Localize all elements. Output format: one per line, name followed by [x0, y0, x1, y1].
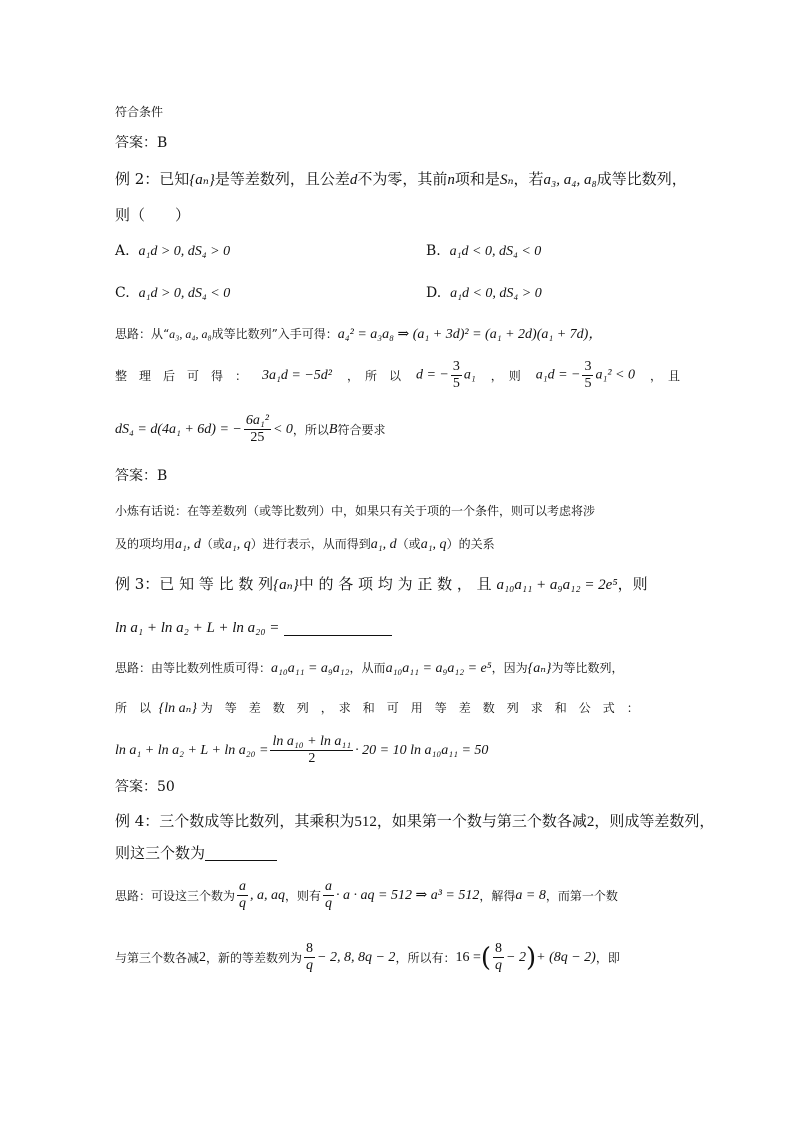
math-inline	[416, 360, 476, 391]
solution-text: 符合要求	[337, 422, 386, 437]
tip-text: （或	[396, 537, 421, 551]
option-expr: a₁d < 0, dS₄ < 0	[449, 244, 542, 259]
solution-text: 思路：从“	[115, 327, 170, 341]
math-part: a₁d = −	[535, 367, 581, 383]
math-inline: n	[447, 172, 455, 188]
solution-text: ，而第一个数	[545, 888, 618, 903]
line-meets: 符合条件	[115, 105, 164, 119]
math-part: a₁	[463, 367, 476, 383]
answer-blank[interactable]	[284, 635, 392, 636]
answer-value: 50	[157, 779, 175, 795]
solution-text: ， 且	[649, 368, 680, 383]
answer-value: B	[157, 468, 168, 484]
math-inline: a₄² = a₃a₈ ⇒ (a₁ + 3d)² = (a₁ + 2d)(a₁ + 7d)，	[337, 327, 603, 342]
math-inline: · a · aq = 512 ⇒ a³ = 512	[336, 887, 480, 903]
answer-value: B	[157, 135, 168, 151]
option-key: D.	[426, 285, 442, 301]
question-text: 例 4：三个数成等比数列，其乘积为	[115, 812, 355, 830]
math-inline: B	[328, 421, 338, 437]
solution-text: ，新的等差数列为	[206, 950, 303, 965]
math-inline: {aₙ}	[273, 577, 299, 593]
fraction	[323, 880, 334, 911]
math-inline: , a, aq	[250, 887, 286, 903]
example-label: 例 3：已 知 等 比 数 列	[115, 575, 274, 593]
numerator: 8	[495, 941, 503, 956]
math-inline: a₁₀a₁₁ = a₉a₁₂ = e⁵	[385, 661, 492, 676]
paren-close: )	[525, 942, 537, 973]
numerator: 3	[584, 359, 592, 374]
denominator: q	[306, 958, 314, 973]
solution-text: 所 以	[115, 701, 152, 715]
fraction	[244, 414, 271, 445]
math-inline: + (8q − 2)	[536, 949, 596, 965]
math-inline: ln a₁ + ln a₂ + L + ln a₂₀ =	[115, 620, 280, 636]
fraction	[237, 880, 248, 911]
math-inline: a₁₀a₁₁ + a₉a₁₂ = 2e⁵	[496, 577, 618, 593]
tip-line-2	[115, 538, 495, 552]
option-key: C.	[115, 285, 130, 301]
math-inline: 16 =	[455, 949, 481, 965]
math-part: a₁² < 0	[595, 367, 635, 383]
solution-4-line-1	[115, 880, 618, 911]
math-inline: {ln aₙ}	[158, 701, 197, 716]
tip-text: ）的关系	[446, 537, 495, 551]
solution-text: ， 则	[490, 368, 521, 383]
question-text: 中 的 各 项 均 为 正 数 ， 且	[298, 575, 492, 593]
answer-1	[115, 136, 167, 150]
numerator: ln a₁₀ + ln a₁₁	[272, 734, 352, 749]
denominator: q	[495, 958, 503, 973]
math-inline: a₁, d	[370, 537, 397, 552]
fraction	[493, 942, 504, 973]
option-expr: a₁d < 0, dS₄ > 0	[450, 286, 542, 301]
option-expr: a₁d > 0, dS₄ > 0	[138, 244, 231, 259]
tip-text: （或	[200, 537, 225, 551]
solution-2-line-1	[115, 328, 602, 342]
math-inline: a₁, q	[224, 537, 251, 552]
solution-text: 为等比数列，	[551, 661, 624, 675]
tip-text: 及的项均用	[115, 537, 176, 551]
fraction	[304, 942, 315, 973]
numerator: 3	[452, 359, 460, 374]
answer-2	[115, 469, 167, 483]
math-part: d = −	[415, 367, 449, 383]
option-b	[426, 244, 541, 259]
solution-text: ，则有	[285, 888, 322, 903]
example-4-question-cont	[115, 846, 277, 861]
math-inline: < 0	[272, 421, 293, 437]
solution-text: ，所以有：	[395, 950, 456, 965]
numerator: a	[239, 879, 247, 894]
numerator: a	[325, 879, 333, 894]
tip-line-1: 小炼有话说：在等差数列（或等比数列）中，如果只有关于项的一个条件，则可以考虑将涉	[115, 504, 596, 518]
option-expr: a₁d > 0, dS₄ < 0	[138, 286, 231, 301]
math-inline: {aₙ}	[189, 172, 215, 188]
option-d	[426, 286, 542, 301]
question-text: ，则	[617, 575, 648, 593]
option-c	[115, 286, 230, 301]
solution-text: 为 等 差 数 列 ， 求 和 可 用 等 差 数 列 求 和 公 式 ：	[200, 701, 639, 715]
math-inline: a₁, q	[420, 537, 447, 552]
solution-text: 思路：可设这三个数为	[115, 888, 236, 903]
math-inline: a₁, d	[175, 537, 201, 552]
denominator: q	[239, 896, 247, 911]
math-inline: a₃, a₄, a₈	[169, 327, 212, 341]
solution-text: ，解得	[479, 888, 516, 903]
question-text: 成等比数列，	[596, 170, 687, 188]
solution-2-line-3	[115, 414, 385, 445]
question-text: ，则成等差数列，	[594, 812, 715, 830]
answer-label: 答案：	[115, 779, 157, 795]
fraction	[270, 735, 353, 766]
solution-text: ，即	[595, 950, 620, 965]
solution-text: ，所以	[292, 422, 329, 437]
math-inline: {aₙ}	[527, 661, 552, 676]
math-inline: a₃, a₄, a₈	[543, 172, 597, 188]
denominator: 2	[308, 751, 316, 766]
question-text: ，若	[513, 170, 544, 188]
numerator: 8	[306, 941, 314, 956]
question-text: 是等差数列，且公差	[214, 170, 350, 188]
denominator: 25	[250, 430, 265, 445]
math-inline: − 2, 8, 8q − 2	[317, 949, 396, 965]
tip-text: ）进行表示，从而得到	[250, 537, 371, 551]
solution-text: 与第三个数各减	[115, 950, 200, 965]
solution-text: 整 理 后 可 得 ：	[115, 368, 248, 383]
fraction	[582, 360, 593, 391]
solution-text: ，因为	[491, 661, 528, 675]
math-inline: 2	[586, 814, 595, 830]
answer-label: 答案：	[115, 135, 157, 151]
math-inline: a₁₀a₁₁ = a₉a₁₂	[271, 661, 350, 676]
option-key: A.	[115, 243, 130, 259]
answer-blank[interactable]	[205, 860, 277, 861]
solution-text: 成等比数列”入手可得：	[211, 327, 338, 341]
math-inline: a = 8	[515, 887, 546, 903]
question-text: ，如果第一个数与第三个数各减	[376, 812, 587, 830]
math-inline: − 2	[506, 949, 526, 965]
fraction	[451, 360, 462, 391]
example-2-question-cont: 则（ ）	[115, 206, 191, 224]
math-inline: 2	[199, 949, 207, 965]
answer-label: 答案：	[115, 468, 157, 484]
math-inline: Sₙ	[499, 172, 514, 188]
denominator: 5	[584, 376, 592, 391]
example-label: 例 2：已知	[115, 170, 190, 188]
numerator: 6a₁²	[245, 413, 269, 428]
math-inline: d	[349, 172, 358, 188]
math-inline: · 20 = 10 ln a₁₀a₁₁ = 50	[355, 742, 489, 758]
solution-3-line-1	[115, 662, 624, 676]
example-4-question	[115, 814, 714, 830]
solution-text: ，从而	[349, 661, 386, 675]
denominator: 5	[452, 376, 460, 391]
solution-4-line-2	[115, 942, 620, 973]
solution-3-line-3	[115, 735, 488, 766]
math-inline	[536, 360, 635, 391]
question-text: 不为零，其前	[357, 170, 448, 188]
math-inline: 3a₁d = −5d²	[262, 367, 332, 383]
solution-2-line-2	[115, 360, 680, 391]
question-text: 则这三个数为	[115, 844, 206, 862]
example-2-question	[115, 172, 687, 188]
question-text: 项和是	[454, 170, 500, 188]
solution-3-line-2	[115, 702, 639, 716]
option-a	[115, 244, 230, 259]
example-3-question	[115, 577, 648, 593]
answer-3	[115, 780, 175, 794]
solution-text: ， 所 以	[346, 368, 401, 383]
math-inline: 512	[354, 814, 377, 830]
math-inline: ln a₁ + ln a₂ + L + ln a₂₀ =	[115, 742, 269, 758]
denominator: q	[325, 896, 333, 911]
math-inline: dS₄ = d(4a₁ + 6d) = −	[115, 421, 242, 437]
example-3-question-cont	[115, 620, 392, 636]
option-key: B.	[426, 243, 441, 259]
paren-open: (	[480, 942, 492, 973]
solution-text: 思路：由等比数列性质可得：	[115, 661, 272, 675]
